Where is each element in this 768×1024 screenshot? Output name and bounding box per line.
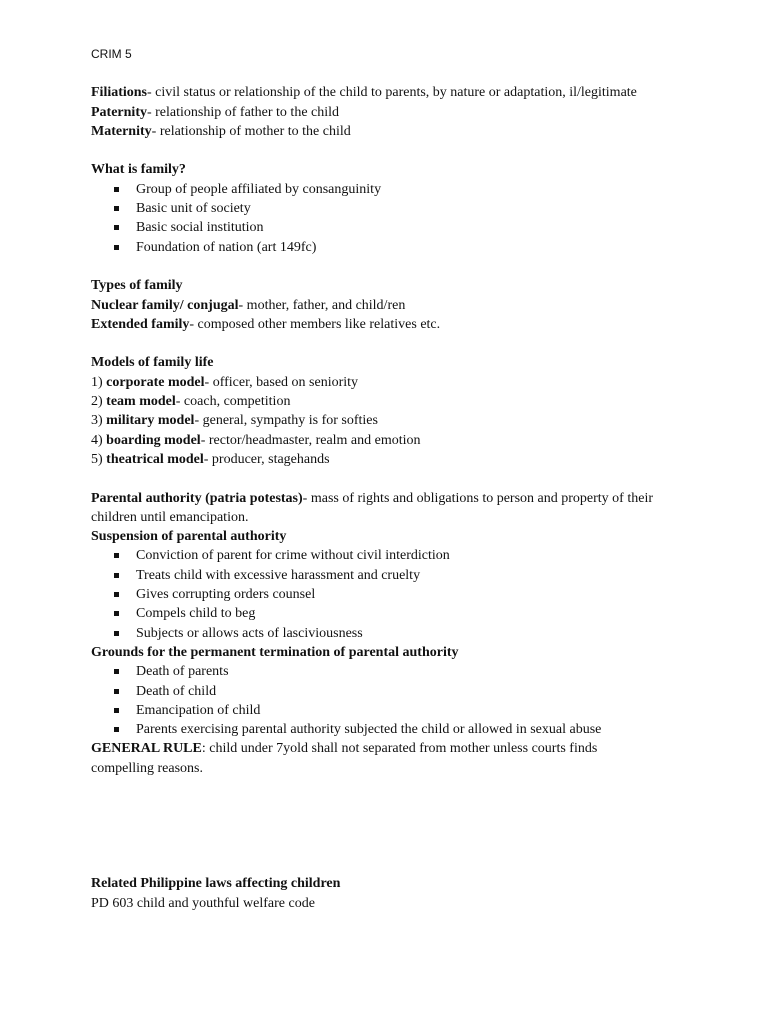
term: Extended family [91, 316, 190, 332]
list-item-text: Gives corrupting orders counsel [136, 587, 316, 603]
term: Paternity [91, 104, 147, 120]
list-item-text: Group of people affiliated by consanguinity [136, 181, 382, 197]
item-number: 2) [91, 394, 107, 410]
list-item [91, 546, 751, 565]
bullet-icon [114, 187, 119, 192]
item-number: 1) [91, 374, 107, 390]
models-heading: Models of family life [91, 355, 214, 371]
document-page [91, 44, 751, 913]
nuclear-family-line [91, 296, 751, 315]
model-item [91, 392, 751, 411]
definition-text: - coach, competition [175, 394, 291, 410]
term: corporate model [106, 374, 205, 390]
list-item-text: Foundation of nation (art 149fc) [136, 239, 317, 255]
list-item-text: Death of child [136, 683, 217, 699]
list-item [91, 585, 751, 604]
list-item [91, 199, 751, 218]
bullet-icon [114, 689, 119, 694]
list-item [91, 662, 751, 681]
bullet-icon [114, 592, 119, 597]
list-item [91, 566, 751, 585]
model-item [91, 373, 751, 392]
term: boarding model [106, 432, 201, 448]
list-item-text: Treats child with excessive harassment and cruelty [136, 567, 421, 583]
bullet-icon [114, 708, 119, 713]
definition-text: - relationship of father to the child [146, 104, 340, 120]
bullet-icon [114, 225, 119, 230]
extended-family-line [91, 315, 751, 334]
bullet-icon [114, 669, 119, 674]
term: Nuclear family/ conjugal [91, 297, 239, 313]
term: Filiations [91, 85, 148, 101]
termination-heading: Grounds for the permanent termination of parental authority [91, 644, 459, 660]
list-item [91, 624, 751, 643]
list-item [91, 701, 751, 720]
definition-text: - rector/headmaster, realm and emotion [200, 432, 421, 448]
list-item-text: Parents exercising parental authority subjected the child or allowed in sexual abuse [136, 722, 602, 738]
definition-paternity [91, 103, 751, 122]
parental-authority-paragraph [91, 489, 671, 528]
item-number: 5) [91, 451, 107, 467]
list-item [91, 218, 751, 237]
list-item-text: Basic social institution [136, 220, 264, 236]
definition-filiations [91, 83, 751, 102]
bullet-icon [114, 245, 119, 250]
term: team model [106, 394, 176, 410]
definition-text: - officer, based on seniority [204, 374, 359, 390]
laws-line: PD 603 child and youthful welfare code [91, 895, 315, 911]
bullet-icon [114, 611, 119, 616]
list-item-text: Death of parents [136, 664, 229, 680]
definition-text: - producer, stagehands [203, 451, 330, 467]
list-item [91, 682, 751, 701]
term: GENERAL RULE [91, 741, 202, 757]
list-item [91, 720, 751, 739]
definition-text: - composed other members like relatives etc. [189, 316, 441, 332]
definition-text: - mother, father, and child/ren [238, 297, 406, 313]
general-rule-paragraph [91, 739, 651, 778]
definition-maternity [91, 122, 751, 141]
term: Parental authority (patria potestas) [91, 490, 303, 506]
definition-text: - relationship of mother to the child [151, 123, 351, 139]
suspension-heading: Suspension of parental authority [91, 529, 287, 545]
list-item [91, 180, 751, 199]
definition-text: - general, sympathy is for softies [194, 413, 378, 429]
bullet-icon [114, 573, 119, 578]
page-header: CRIM 5 [91, 47, 132, 61]
list-item-text: Compels child to beg [136, 606, 256, 622]
model-item [91, 411, 751, 430]
model-item [91, 450, 751, 469]
list-item-text: Conviction of parent for crime without civil interdiction [136, 548, 450, 564]
definition-text: - civil status or relationship of the child to parents, by nature or adaptation, il/legitimate [147, 85, 637, 101]
item-number: 4) [91, 432, 107, 448]
list-item [91, 604, 751, 623]
bullet-icon [114, 727, 119, 732]
list-item [91, 238, 751, 257]
term: Maternity [91, 123, 152, 139]
types-heading: Types of family [91, 278, 183, 294]
definition-text: : child under 7yold shall not separated from mother unless courts finds compelling reasons. [91, 741, 598, 776]
bullet-icon [114, 206, 119, 211]
family-heading: What is family? [91, 162, 186, 178]
model-item [91, 431, 751, 450]
term: military model [106, 413, 195, 429]
term: theatrical model [106, 451, 204, 467]
bullet-icon [114, 553, 119, 558]
list-item-text: Emancipation of child [136, 702, 261, 718]
laws-heading: Related Philippine laws affecting children [91, 876, 341, 892]
item-number: 3) [91, 413, 107, 429]
definition-text: - mass of rights and obligations to person and property of their children until emancipation. [91, 490, 653, 525]
bullet-icon [114, 631, 119, 636]
list-item-text: Basic unit of society [136, 201, 251, 217]
list-item-text: Subjects or allows acts of lasciviousness [136, 625, 363, 641]
